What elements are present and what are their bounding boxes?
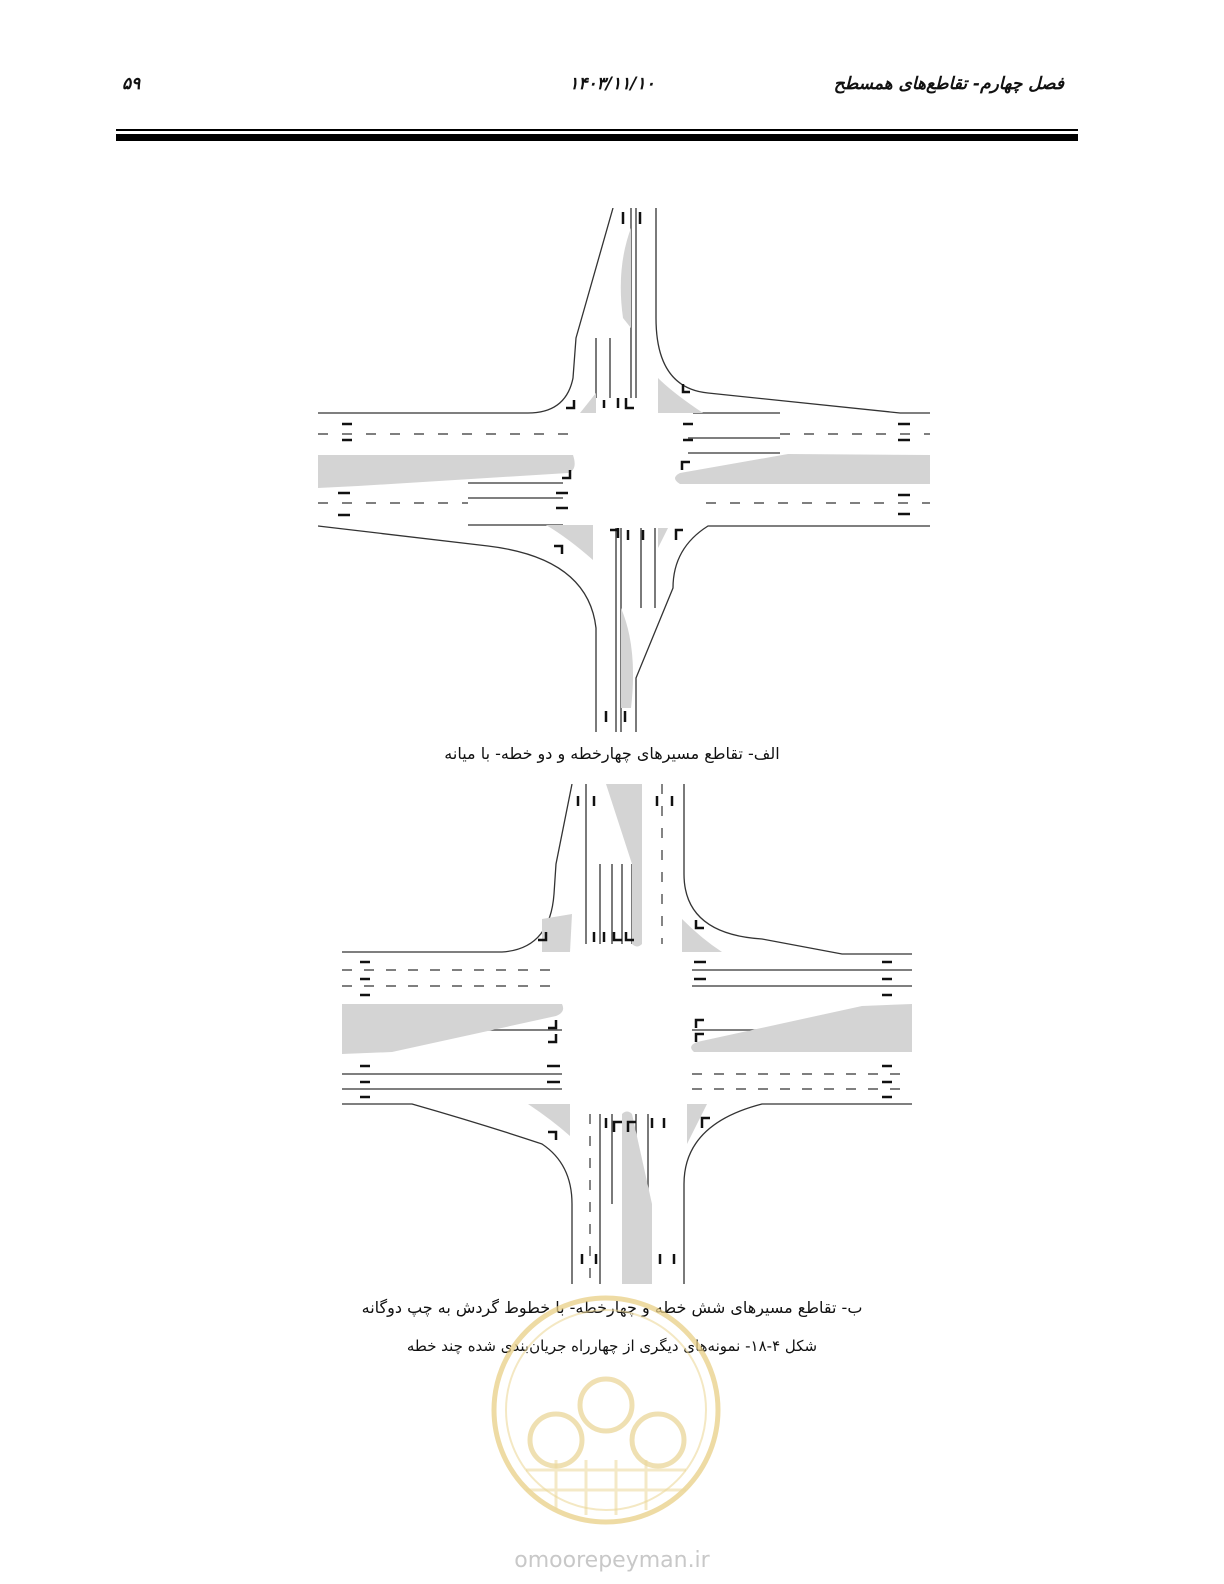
- header-rule-thick: [116, 134, 1078, 141]
- intersection-diagram-b: [342, 784, 912, 1284]
- caption-a: الف- تقاطع مسیرهای چهارخطه و دو خطه- با میانه: [444, 744, 780, 763]
- intersection-diagram-a: [318, 208, 930, 732]
- watermark-logo: [486, 1290, 726, 1530]
- header-date: ۱۴۰۳/۱۱/۱۰: [569, 74, 655, 94]
- watermark-text: omoorepeyman.ir: [514, 1548, 710, 1573]
- page-number: ۵۹: [122, 74, 141, 94]
- caption-b: ب- تقاطع مسیرهای شش خطه و چهارخطه- با خطوط گردش به چپ دوگانه: [361, 1298, 863, 1317]
- chapter-title: فصل چهارم- تقاطع‌های همسطح: [833, 74, 1064, 94]
- header-rule-thin: [116, 129, 1078, 131]
- figure-caption: شکل ۴-۱۸- نمونه‌های دیگری از چهارراه جریان‌بندی شده چند خطه: [406, 1337, 818, 1355]
